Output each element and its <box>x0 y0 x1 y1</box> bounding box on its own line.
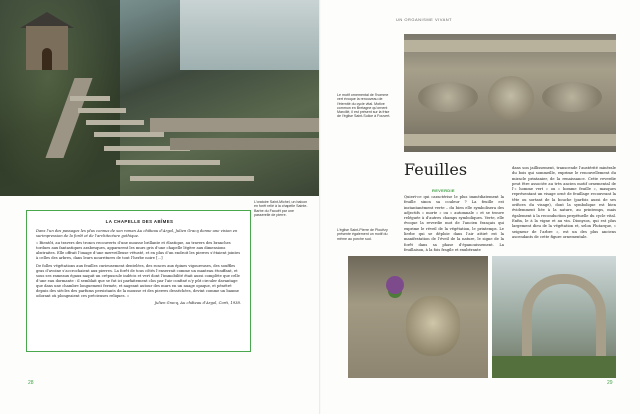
photo-church-arch <box>492 256 616 378</box>
article-column-2 <box>512 166 616 240</box>
caption-green-man: Le motif ornemental de l’homme vert évoque la renouveau de l’éternité du cycle vital. Motive commun en Bretagne qu’ornent Marcillé, il est présent sur la frise de l’église Saint-Sulice à Fouvert. <box>337 93 391 119</box>
page-number-right: 29 <box>607 380 613 386</box>
box-quote-2: De folles végétations aux feuilles curieusement dentelées, des ronces aux épines vigoureuses, des souffles gras d’avoine s’accrochaient aux pierres. La forêt de tous côtés l’enserrait comme un manteau étouffant, et sous ses rameaux égaux naquit un crépuscule indécis et vert dont l’immobilité était aussi complète que celle d’une eau dormante : il semblait que se fut ici parfaitement clos par l’air confiné n’y pût circuler davantage que dans une chambre longuement fermée, et nageant autour des murs en un nuage opaque, et pénétré depuis des siècles des parfums persistants de la mousse et des pierres desséchées, devint comme un baume odorant où plongeaient ces précieuses reliques. » <box>36 263 240 299</box>
caption-saint-pierre: L’église Saint-Pierre de Plouëzy présente également un motif du même au porche sud. <box>337 228 388 241</box>
running-head: UN ORGANISME VIVANT <box>396 17 453 22</box>
article-paragraph-2: dans son jaillissement, transcende l’austérité minérale du bois qui sommeille, exprime le renouvellement du miracle printanier, de la renaissance. Cette reverdie peut être associée au très ancien motif ornemental de l’« homme vert » ou « homme feuille », masques représentant un visage orné de feuillage recouvrant la tête ou sortant de la bouche (parfois aussi de ses orifices du visage), dont la symbolique est bien évidemment liée à la nature, au printemps, mais également à la reconduction perpétuelle du cycle vital. Enfin, le à la vigne et au vin. Dionysos, qui est plus largement dieu de la végétation et, selon Plutarque, « seigneur de l’arbre », est un des plus anciens ascendants de cette figure ornementale. <box>512 166 616 239</box>
box-title: LA CHAPELLE DES ABÎMES <box>105 219 174 224</box>
article-column-1 <box>404 195 504 253</box>
subhead-reverdie: REVERDIE <box>432 188 455 193</box>
article-paragraph-1: Quiert-ce qui caractérise le plus immédiatement la feuille sinon sa couleur ? La feuille est instantanément verte – du bien elle symbolisera des adjectifs « morte » ou « automnale » et se trouve reléguée à d’autres champs symboliques. Verte, elle évoque la reverdie mot de l’ancien français qui exprime le réveil de la végétation, le printemps. Le lierbe qui se déploie dans l’air attiré est la manifestation de l’éveil de la nature, le signe de la forêt dans sa phase d’épanouissement. La feuillaison, à la fois fragile et exubérante <box>404 195 504 252</box>
photo-frieze-green-man <box>404 34 616 152</box>
box-source: Julien Gracq, Au château d’Argol, Corti, 1938. <box>154 301 241 306</box>
photo-oratory-stairs <box>0 0 320 196</box>
sidebar-box-chapelle <box>26 210 251 352</box>
article-title: Feuilles <box>404 160 468 179</box>
box-text <box>36 229 241 306</box>
caption-oratory: L’oratoire Saint-Michel, un balcon en forêt relié à la chapelle Sainte-Barbe du Faouët par une passerelle de pierre. <box>254 200 308 217</box>
box-intro: Dans l’un des passages les plus connus de son roman Au château d’Argol, Julien Gracq donne une vision en surimpression de la forêt et de l’architecture gothique. <box>36 229 238 239</box>
photo-carved-face <box>348 256 488 378</box>
box-quote-1: « Bientôt, au travers des troncs recouverts d’une mousse brillante et élastique, au travers des branches tordues aux fantastiques arabesques, apparurent les murs gris d’une chapelle légère aux dimensions abstraites. Elle offrait l’image d’une merveilleuse vétusté, et en plus d’un endroit les pierres s’étaient jointes à celles des arbres, dans leurs nourritures de tout l’herbe noire [...] <box>36 241 241 261</box>
page-number-left: 28 <box>28 380 34 386</box>
